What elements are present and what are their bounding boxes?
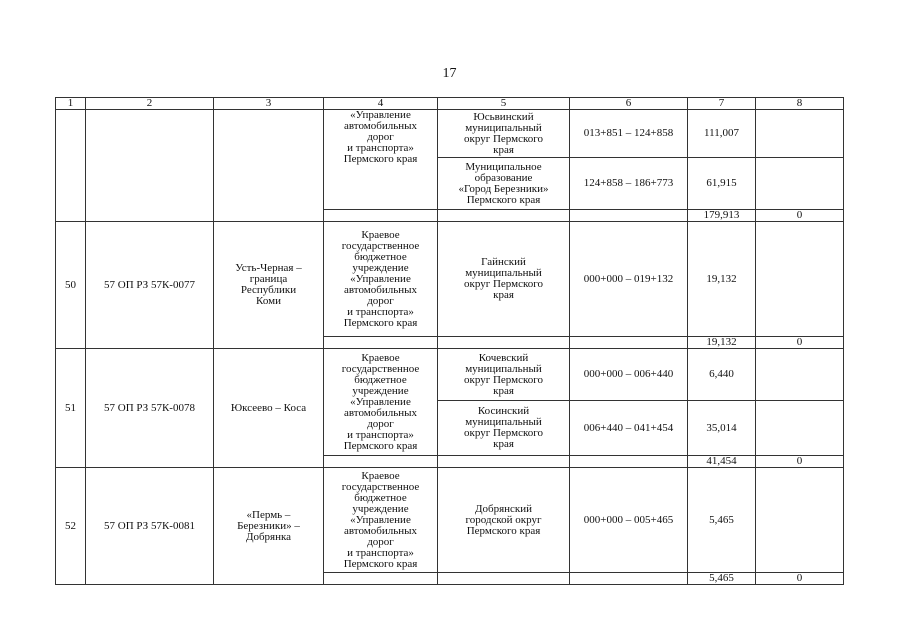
road-name-cell [214,110,324,222]
road-number-cell: 50 [56,222,86,349]
territory-cell: Гайнский муниципальный округ Пермского края [438,222,570,337]
total-blank-cell [570,573,688,585]
column-number-row [56,98,844,110]
territory-cell: Муниципальное образование «Город Березники» Пермского края [438,158,570,210]
total-col8-cell: 0 [756,337,844,349]
col8-cell [756,401,844,456]
total-col8-cell: 0 [756,456,844,468]
road-name-cell: Усть-Черная – граница Республики Коми [214,222,324,349]
total-length-cell: 41,454 [688,456,756,468]
total-blank-cell [438,337,570,349]
column-header-4: 4 [324,98,438,110]
territory-cell: Косинский муниципальный округ Пермского края [438,401,570,456]
km-range-cell: 124+858 – 186+773 [570,158,688,210]
total-blank-cell [438,456,570,468]
total-blank-cell [438,210,570,222]
total-blank-cell [570,337,688,349]
column-header-1: 1 [56,98,86,110]
table-row [56,468,844,573]
km-range-cell: 013+851 – 124+858 [570,110,688,158]
page-number: 17 [442,66,457,81]
road-code-cell: 57 ОП РЗ 57К-0081 [86,468,214,585]
owner-cell: Краевое государственное бюджетное учреждение «Управление автомобильных дорог и транспорта» Пермского края [324,349,438,456]
col8-cell [756,222,844,337]
total-col8-cell: 0 [756,210,844,222]
column-header-5: 5 [438,98,570,110]
territory-cell: Добрянский городской округ Пермского края [438,468,570,573]
table-row [56,222,844,337]
km-range-cell: 000+000 – 006+440 [570,349,688,401]
total-blank-cell [324,210,438,222]
col8-cell [756,110,844,158]
total-blank-cell [324,337,438,349]
col8-cell [756,349,844,401]
length-cell: 5,465 [688,468,756,573]
column-header-8: 8 [756,98,844,110]
total-blank-cell [570,210,688,222]
total-length-cell: 19,132 [688,337,756,349]
length-cell: 19,132 [688,222,756,337]
territory-cell: Кочевский муниципальный округ Пермского края [438,349,570,401]
road-number-cell [56,110,86,222]
owner-cell: Краевое государственное бюджетное учреждение «Управление автомобильных дорог и транспорта» Пермского края [324,468,438,573]
table-row [56,110,844,158]
length-cell: 6,440 [688,349,756,401]
road-number-cell: 51 [56,349,86,468]
col8-cell [756,468,844,573]
km-range-cell: 000+000 – 019+132 [570,222,688,337]
column-header-6: 6 [570,98,688,110]
road-registry-table [55,97,844,585]
column-header-7: 7 [688,98,756,110]
column-header-2: 2 [86,98,214,110]
owner-cell: «Управление автомобильных дорог и транспорта» Пермского края [324,110,438,210]
road-code-cell: 57 ОП РЗ 57К-0078 [86,349,214,468]
col8-cell [756,158,844,210]
owner-cell: Краевое государственное бюджетное учреждение «Управление автомобильных дорог и транспорта» Пермского края [324,222,438,337]
road-code-cell: 57 ОП РЗ 57К-0077 [86,222,214,349]
table-row [56,349,844,401]
road-code-cell [86,110,214,222]
road-number-cell: 52 [56,468,86,585]
length-cell: 111,007 [688,110,756,158]
length-cell: 61,915 [688,158,756,210]
total-length-cell: 179,913 [688,210,756,222]
total-blank-cell [324,456,438,468]
road-name-cell: Юксеево – Коса [214,349,324,468]
km-range-cell: 006+440 – 041+454 [570,401,688,456]
length-cell: 35,014 [688,401,756,456]
total-blank-cell [438,573,570,585]
road-name-cell: «Пермь – Березники» – Добрянка [214,468,324,585]
column-header-3: 3 [214,98,324,110]
territory-cell: Юсьвинский муниципальный округ Пермского края [438,110,570,158]
total-length-cell: 5,465 [688,573,756,585]
km-range-cell: 000+000 – 005+465 [570,468,688,573]
total-blank-cell [570,456,688,468]
total-col8-cell: 0 [756,573,844,585]
total-blank-cell [324,573,438,585]
